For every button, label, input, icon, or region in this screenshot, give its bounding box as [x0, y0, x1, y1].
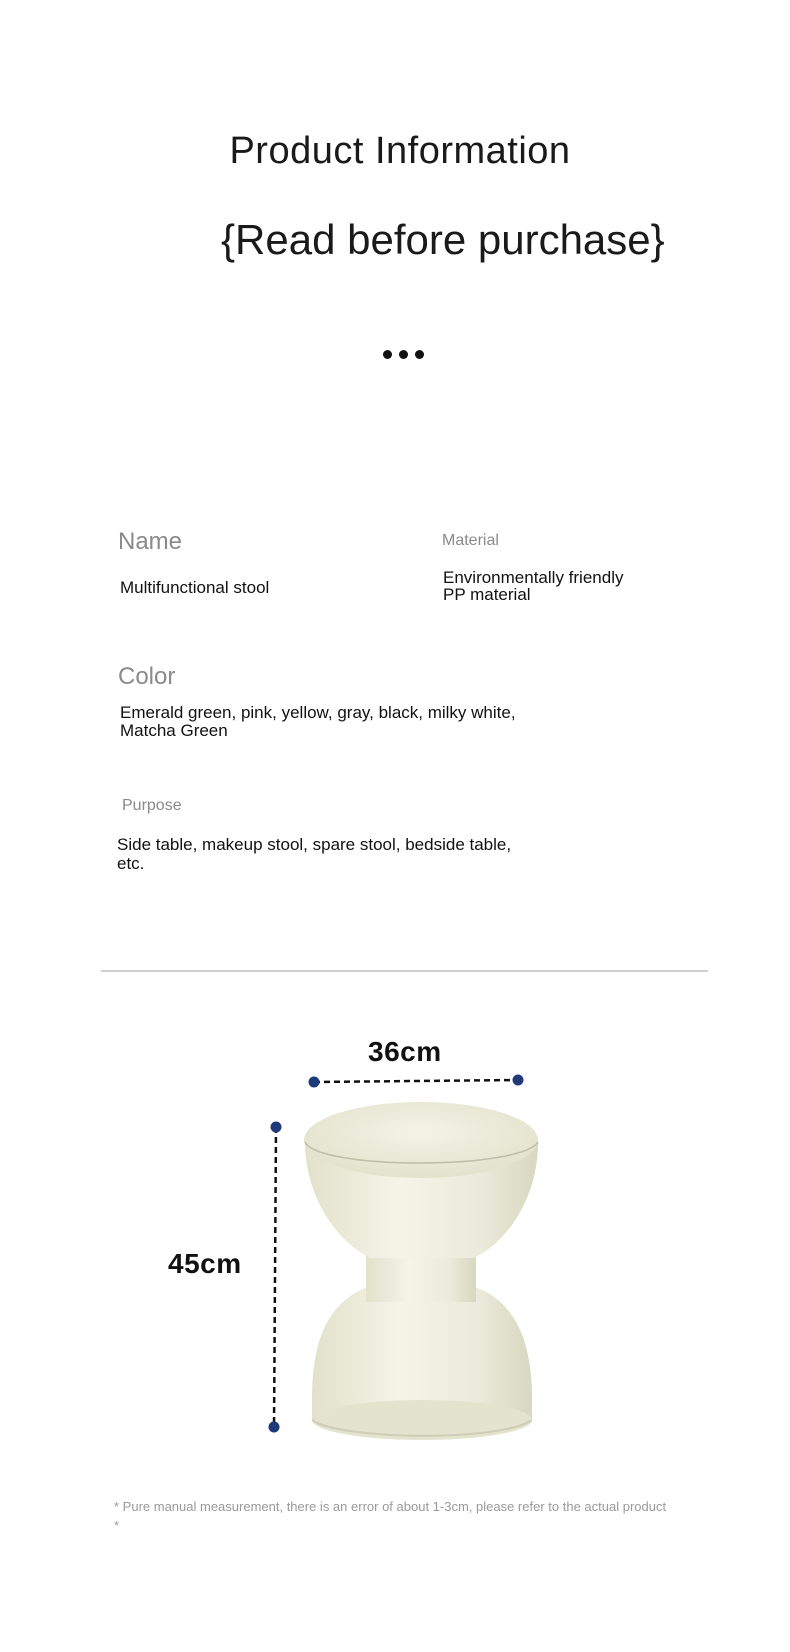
width-dimension-label: 36cm [368, 1036, 442, 1067]
name-value: Multifunctional stool [120, 578, 270, 597]
material-label: Material [442, 532, 499, 549]
purpose-value-line1: Side table, makeup stool, spare stool, bedside table, [117, 835, 512, 854]
purpose-label: Purpose [122, 797, 182, 814]
height-measure-line [269, 1122, 282, 1433]
height-top-marker [271, 1122, 282, 1133]
color-value-line1: Emerald green, pink, yellow, gray, black, milky white, [120, 703, 516, 722]
measurement-note-line1: * Pure manual measurement, there is an error of about 1-3cm, please refer to the actual product [114, 1499, 667, 1514]
color-label: Color [118, 663, 176, 690]
purpose-value-line2: etc. [117, 854, 145, 873]
color-value-line2: Matcha Green [120, 721, 228, 740]
page-title: Product Information [229, 130, 571, 172]
width-measure-line [309, 1075, 524, 1088]
height-dimension-label: 45cm [168, 1248, 242, 1279]
height-bottom-marker [269, 1422, 280, 1433]
width-start-marker [309, 1077, 320, 1088]
page-subtitle: {Read before purchase} [221, 216, 665, 263]
material-value-line2: PP material [443, 585, 531, 604]
stool-image [304, 1102, 538, 1440]
measurement-note [114, 1497, 666, 1535]
width-end-marker [513, 1075, 524, 1086]
material-value-line1: Environmentally friendly [443, 568, 624, 587]
name-label: Name [118, 528, 183, 555]
measurement-note-line2: * [114, 1518, 120, 1533]
